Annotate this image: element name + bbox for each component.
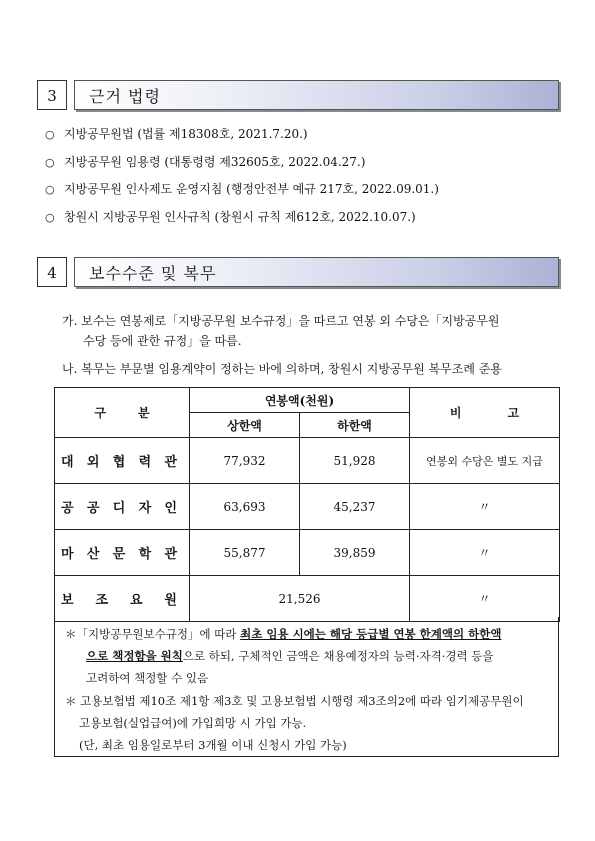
remark-value: 〃 [410, 576, 560, 622]
table-row [55, 438, 560, 484]
circle-bullet-icon: ○ [45, 183, 55, 196]
upper-value: 77,932 [190, 438, 300, 484]
amount-value: 21,526 [190, 576, 410, 622]
circle-bullet-icon: ○ [45, 155, 55, 169]
salary-paragraph: 가. 보수는 연봉제로「지방공무원 보수규정」을 따르고 연봉 외 수당은「지방공무원 수당 등에 관한 규정」을 따름. [62, 314, 500, 348]
circle-bullet-icon: ○ [45, 128, 55, 141]
table-row [55, 576, 560, 622]
remark-value: 〃 [410, 530, 560, 576]
header-remark: 비 고 [410, 388, 560, 438]
upper-value: 63,693 [190, 484, 300, 530]
row-name: 보 조 요 원 [55, 576, 190, 622]
lower-value: 51,928 [300, 438, 410, 484]
note-2-line-1: ＊ 고용보험법 제10조 제1항 제3호 및 고용보험법 시행령 제3조의2에 따라 임기제공무원이 [65, 694, 524, 708]
lower-value: 39,859 [300, 530, 410, 576]
upper-value: 55,877 [190, 530, 300, 576]
header-upper: 상한액 [190, 413, 300, 438]
note-1-line-1: ＊「지방공무원보수규정」에 따라 최초 임용 시에는 해당 등급별 연봉 한계액의 하한액 [65, 627, 502, 641]
list-item: ○ 지방공무원 임용령 (대통령령 제32605호, 2022.04.27.) [45, 153, 439, 181]
section-3-number: 3 [37, 80, 67, 110]
notes-box [54, 617, 559, 757]
header-category: 구 분 [55, 388, 190, 438]
section-4-header [37, 257, 559, 289]
table-row [55, 484, 560, 530]
note-1-line-3: 고려하여 책정할 수 있음 [86, 671, 209, 685]
remark-value: 연봉외 수당은 별도 지급 [410, 438, 560, 484]
row-name: 마 산 문 학 관 [55, 530, 190, 576]
circle-bullet-icon: ○ [45, 210, 55, 224]
remark-value: 〃 [410, 484, 560, 530]
section-4-title: 보수수준 및 복무 [89, 264, 217, 283]
table-header-row [55, 388, 560, 413]
list-item: ○ 지방공무원 인사제도 운영지침 (행정안전부 예규 217호, 2022.09.01.) [45, 180, 439, 208]
section-4-number: 4 [37, 257, 67, 287]
note-1-line-2: 으로 책정함을 원칙으로 하되, 구체적인 금액은 채용예정자의 능력·자격·경력 등을 [86, 649, 494, 663]
section-4-title-box [74, 257, 559, 287]
salary-table [54, 387, 560, 622]
section-3-title: 근거 법령 [89, 87, 161, 106]
note-2-line-2: 고용보험(실업급여)에 가입희망 시 가입 가능. [79, 716, 307, 730]
header-salary: 연봉액(천원) [190, 388, 410, 413]
note-2-line-3: (단, 최초 임용일로부터 3개월 이내 신청시 가입 가능) [79, 738, 347, 752]
row-name: 대 외 협 력 관 [55, 438, 190, 484]
header-lower: 하한액 [300, 413, 410, 438]
list-item: ○ 창원시 지방공무원 인사규칙 (창원시 규칙 제612호, 2022.10.07.) [45, 208, 439, 236]
duty-paragraph: 나. 복무는 부문별 임용계약이 정하는 바에 의하며, 창원시 지방공무원 복무조례 준용 [62, 362, 502, 376]
row-name: 공 공 디 자 인 [55, 484, 190, 530]
law-list [45, 125, 439, 235]
section-3-header [37, 80, 559, 112]
lower-value: 45,237 [300, 484, 410, 530]
section-3-title-box [74, 80, 559, 110]
table-row [55, 530, 560, 576]
list-item: ○ 지방공무원법 (법률 제18308호, 2021.7.20.) [45, 125, 439, 153]
